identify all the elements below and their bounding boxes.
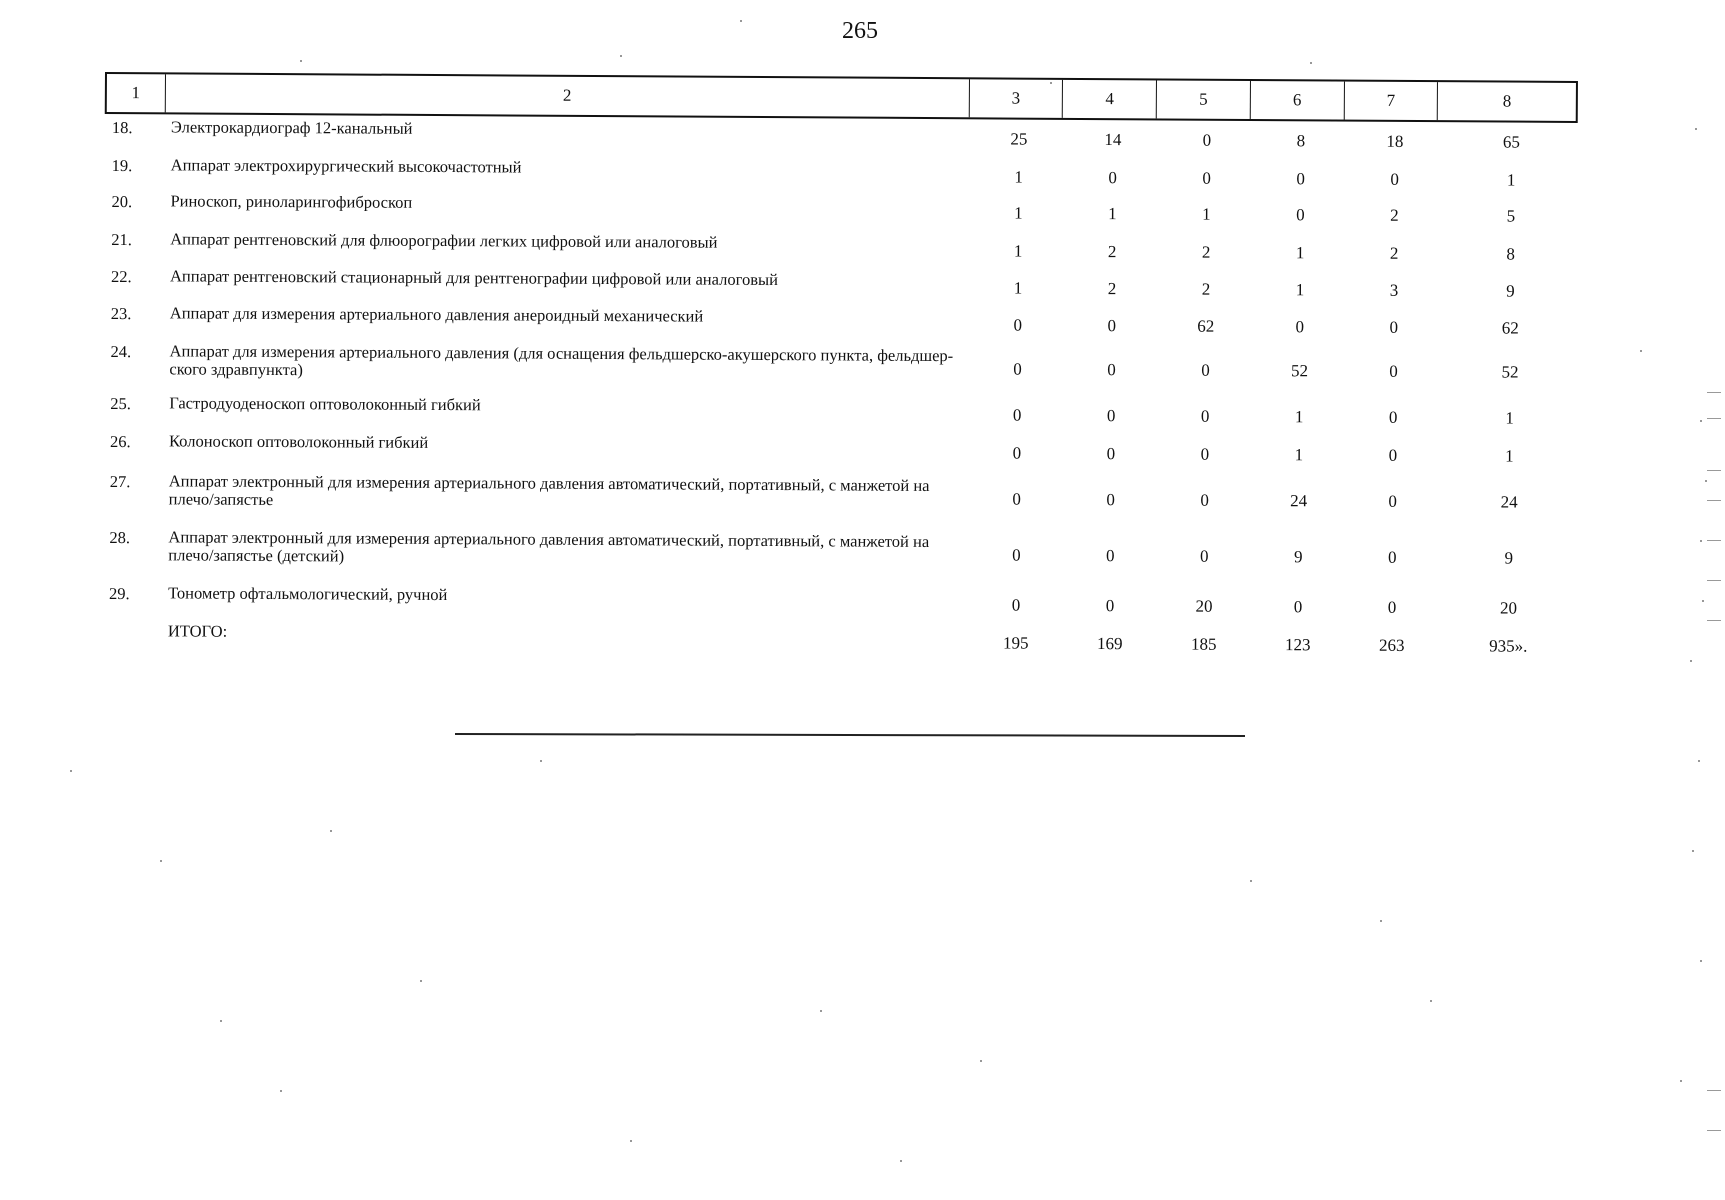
equipment-name: Риноскоп, риноларингофиброскоп (170, 191, 413, 212)
equipment-name: Колоноскоп оптоволоконный гибкий (168, 431, 429, 452)
value-col-5: 0 (1200, 444, 1210, 464)
value-col-4: 1 (1108, 204, 1117, 224)
row-number: 29. (109, 583, 130, 604)
value-col-5: 0 (1200, 546, 1209, 566)
value-col-5: 0 (1201, 360, 1210, 380)
row-number: 22. (110, 266, 132, 287)
value-col-4: 0 (1106, 406, 1116, 426)
value-col-8: 62 (1501, 318, 1519, 338)
scan-speck (70, 770, 72, 772)
value-col-6: 1 (1295, 280, 1305, 300)
header-cell: 7 (1343, 82, 1437, 121)
value-col-6: 0 (1295, 317, 1305, 337)
scan-speck (1695, 128, 1697, 130)
edge-mark (1707, 540, 1721, 541)
table-row (109, 528, 1569, 593)
scan-speck (620, 55, 622, 57)
value-col-6: 1 (1294, 445, 1304, 465)
equipment-name: Аппарат электронный для измерения артериального давления автоматический, портативный, с манжетой на плечо/запястье (168, 471, 930, 509)
row-number: 21. (111, 229, 132, 250)
edge-mark (1707, 470, 1721, 471)
value-col-5: 0 (1202, 168, 1211, 188)
value-col-8: 5 (1506, 206, 1516, 226)
value-col-6: 1 (1295, 243, 1305, 263)
scan-speck (1310, 62, 1312, 64)
equipment-name: Аппарат электронный для измерения артериального давления автоматический, портативный, с манжетой на плечо/запястье (детский) (168, 527, 930, 566)
edge-mark (1707, 1090, 1721, 1091)
value-col-7: 18 (1386, 131, 1404, 151)
value-col-4: 169 (1097, 634, 1123, 654)
value-col-5: 0 (1200, 490, 1209, 510)
header-cell: 2 (165, 74, 969, 117)
scan-speck (900, 1160, 902, 1162)
value-col-5: 2 (1201, 242, 1211, 262)
edge-mark (1707, 580, 1721, 581)
value-col-3: 0 (1012, 405, 1022, 425)
equipment-name: Аппарат рентгеновский для флюорографии легких цифровой или аналоговый (170, 229, 718, 252)
value-col-8: 1 (1505, 446, 1514, 466)
scan-speck (1640, 350, 1642, 352)
value-col-4: 0 (1106, 444, 1116, 464)
value-col-3: 0 (1012, 489, 1021, 509)
value-col-3: 1 (1014, 203, 1023, 223)
value-col-3: 0 (1013, 359, 1022, 379)
value-col-6: 24 (1290, 491, 1308, 511)
scan-speck (160, 860, 162, 862)
value-col-7: 0 (1388, 445, 1398, 465)
equipment-name: Аппарат для измерения артериального давления анероидный механический (169, 303, 704, 326)
row-number: 20. (111, 191, 133, 212)
header-cell: 1 (131, 83, 141, 103)
value-col-8: 9 (1506, 281, 1515, 301)
closing-rule (455, 733, 1245, 737)
row-number: 23. (110, 303, 132, 324)
edge-mark (1707, 1130, 1721, 1131)
header-cell: 4 (1062, 80, 1156, 119)
scan-speck (630, 1140, 632, 1142)
value-col-3: 0 (1012, 443, 1022, 463)
scan-speck (540, 760, 542, 762)
value-col-6: 0 (1293, 597, 1303, 617)
equipment-name: Аппарат электрохирургический высокочастотный (170, 155, 522, 177)
header-cell: 6 (1250, 81, 1344, 120)
value-col-3: 195 (1003, 633, 1029, 653)
table-row (109, 472, 1569, 537)
row-number: 19. (111, 155, 133, 176)
value-col-8: 65 (1502, 132, 1520, 152)
value-col-3: 1 (1013, 241, 1023, 261)
value-col-4: 2 (1107, 242, 1117, 262)
value-col-7: 0 (1388, 547, 1397, 567)
row-number: 28. (109, 527, 131, 548)
row-number: 25. (110, 393, 131, 414)
equipment-name: Аппарат рентгеновский стационарный для рентгенографии цифровой или аналоговый (169, 266, 779, 290)
scan-speck (420, 980, 422, 982)
value-col-7: 2 (1390, 205, 1399, 225)
value-col-6: 0 (1296, 169, 1305, 189)
scan-speck (1250, 880, 1252, 882)
value-col-7: 0 (1388, 491, 1397, 511)
scan-speck (1050, 82, 1052, 84)
value-col-7: 3 (1389, 280, 1399, 300)
value-col-5: 185 (1190, 634, 1217, 654)
value-col-3: 0 (1013, 315, 1023, 335)
edge-mark (1707, 418, 1721, 419)
scan-speck (740, 20, 742, 22)
header-cell: 8 (1437, 82, 1576, 121)
scan-speck (1430, 1000, 1432, 1002)
scan-speck (1698, 760, 1700, 762)
value-col-3: 25 (1010, 129, 1028, 149)
value-col-4: 0 (1106, 490, 1115, 510)
value-col-4: 0 (1105, 596, 1115, 616)
value-col-6: 123 (1284, 635, 1311, 655)
value-col-4: 0 (1108, 168, 1117, 188)
total-label: ИТОГО: (167, 621, 228, 641)
value-col-7: 0 (1389, 317, 1399, 337)
total-row (109, 622, 1569, 669)
value-col-8: 1 (1506, 170, 1516, 190)
equipment-name: Тонометр офтальмологический, ручной (168, 583, 448, 605)
scan-speck (1700, 960, 1702, 962)
value-col-8: 9 (1504, 548, 1514, 568)
page-number: 265 (842, 18, 878, 44)
value-col-4: 14 (1104, 130, 1122, 150)
value-col-7: 0 (1389, 361, 1398, 381)
value-col-5: 0 (1202, 130, 1212, 150)
value-col-3: 1 (1014, 167, 1023, 187)
scan-speck (280, 1090, 282, 1092)
value-col-8: 52 (1501, 362, 1519, 382)
value-col-4: 0 (1106, 546, 1115, 566)
value-col-7: 2 (1389, 243, 1399, 263)
value-col-6: 0 (1296, 205, 1305, 225)
value-col-6: 52 (1290, 361, 1309, 381)
value-col-4: 2 (1107, 279, 1117, 299)
value-col-5: 1 (1202, 204, 1211, 224)
value-col-3: 0 (1011, 595, 1021, 615)
value-col-7: 0 (1387, 597, 1397, 617)
value-col-3: 1 (1013, 278, 1023, 298)
scan-speck (300, 60, 302, 62)
scan-speck (820, 1010, 822, 1012)
value-col-8: 24 (1500, 492, 1518, 512)
scan-speck (1690, 660, 1692, 662)
equipment-name: Аппарат для измерения артериального давления (для оснащения фельдшерско-акушерского пункта, фельдшер-ского здравпункта) (169, 341, 954, 380)
header-cell: 5 (1156, 80, 1250, 119)
value-col-8: 8 (1506, 244, 1516, 264)
value-col-5: 20 (1195, 596, 1213, 616)
scan-speck (330, 830, 332, 832)
header-cell: 3 (968, 79, 1062, 118)
value-col-5: 2 (1201, 279, 1211, 299)
value-col-6: 1 (1294, 407, 1304, 427)
value-col-4: 0 (1107, 360, 1116, 380)
value-col-7: 0 (1388, 407, 1398, 427)
row-number: 24. (110, 341, 132, 362)
scan-speck (1692, 850, 1694, 852)
edge-mark (1707, 500, 1721, 501)
scan-speck (1700, 540, 1702, 542)
value-col-3: 0 (1012, 545, 1021, 565)
value-col-8: 20 (1499, 598, 1518, 618)
value-col-7: 0 (1390, 169, 1399, 189)
value-col-4: 0 (1107, 316, 1117, 336)
equipment-name: Гастродуоденоскоп оптоволоконный гибкий (169, 393, 481, 415)
value-col-5: 0 (1200, 406, 1210, 426)
scan-speck (1380, 920, 1382, 922)
table-header (105, 72, 1578, 123)
scan-speck (220, 1020, 222, 1022)
row-number: 27. (109, 471, 131, 492)
row-number: 26. (109, 431, 131, 452)
scan-speck (980, 1060, 982, 1062)
equipment-name: Электрокардиограф 12-канальный (170, 117, 413, 138)
value-col-8: 1 (1505, 408, 1515, 428)
value-col-6: 9 (1294, 547, 1303, 567)
value-col-6: 8 (1296, 131, 1306, 151)
value-col-7: 263 (1378, 635, 1405, 655)
edge-mark (1707, 620, 1721, 621)
value-col-8: 935». (1489, 636, 1528, 656)
scan-speck (1705, 480, 1707, 482)
scan-speck (1680, 1080, 1682, 1082)
scan-speck (1702, 600, 1704, 602)
row-number: 18. (111, 118, 133, 138)
table-body (109, 118, 1572, 669)
edge-mark (1707, 392, 1721, 393)
scan-speck (1700, 420, 1702, 422)
value-col-5: 62 (1197, 316, 1215, 336)
